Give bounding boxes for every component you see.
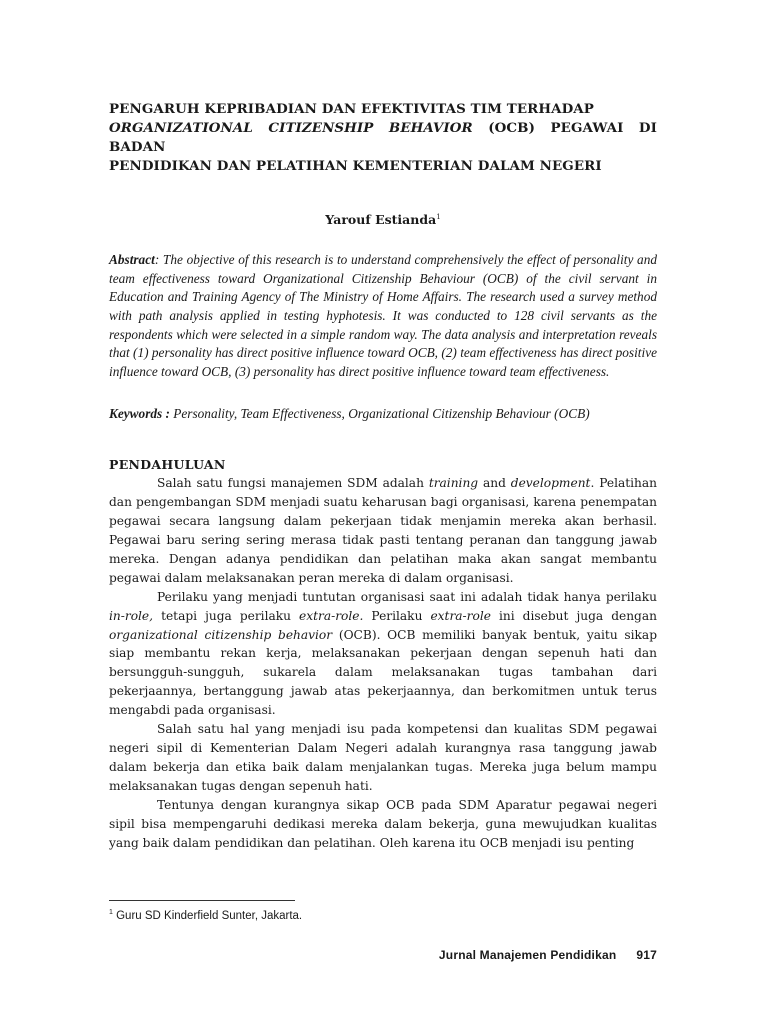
- paragraph-1-italic-development: development: [510, 476, 591, 491]
- paragraph-1-text-e: . Pelatihan dan pengembangan SDM menjadi suatu keharusan bagi organisasi, karena penempatan pegawai secara langsung dalam pekerjaan tidak menjamin mereka akan berhasil. Pegawai baru sering sering merasa tidak pasti tentang peranan dan tanggung jawab mereka. Dengan adanya pendidikan dan pelatihan maka akan sangat membantu pegawai dalam melaksanakan peran mereka di dalam organisasi.: [109, 476, 657, 585]
- paragraph-2-italic-extra-role: extra-role.: [299, 608, 364, 623]
- paragraph-2-text-j: (OCB). OCB memiliki banyak bentuk, yaitu sikap siap membantu rekan kerja, melaksanakan pekerjaan dengan sepenuh hati dan bersungguh-sungguh, sukarela dalam melaksanakan tugas tambahan dari pekerjaannya, bertanggung jawab atas pekerjaannya, dan berkomitmen untuk terus mengabdi pada organisasi.: [109, 627, 657, 718]
- paragraph-3: Salah satu hal yang menjadi isu pada kompetensi dan kualitas SDM pegawai negeri sipil di Kementerian Dalam Negeri adalah kurangnya rasa tanggung jawab dalam bekerja dan etika baik dalam menjalankan tugas. Mereka juga belum mampu melaksanakan tugas dengan sepenuh hati.: [109, 722, 657, 793]
- paragraph-2-text-e: Perilaku: [363, 608, 431, 623]
- footnote: [109, 905, 302, 924]
- paper-page: [109, 100, 657, 852]
- paragraph-2-text-a: Perilaku yang menjadi tuntutan organisasi saat ini adalah tidak hanya perilaku: [157, 589, 657, 604]
- footnote-mark: 1: [109, 909, 113, 916]
- paragraph-1-text-a: Salah satu fungsi manajemen SDM adalah: [157, 476, 429, 491]
- keywords-text: Personality, Team Effectiveness, Organizational Citizenship Behaviour (OCB): [169, 406, 590, 422]
- author-footnote-mark: 1: [436, 213, 441, 221]
- title-line-2-italic: ORGANIZATIONAL CITIZENSHIP BEHAVIOR: [109, 120, 473, 136]
- footnote-text: Guru SD Kinderfield Sunter, Jakarta.: [112, 909, 303, 922]
- running-footer: [439, 948, 657, 962]
- paragraph-4: Tentunya dengan kurangnya sikap OCB pada SDM Aparatur pegawai negeri sipil bisa mempengaruhi dedikasi mereka dalam bekerja, guna mewujudkan kualitas yang baik dalam pendidikan dan pelatihan. Oleh karena itu OCB menjadi isu penting: [109, 797, 657, 850]
- title-line-3: PENDIDIKAN DAN PELATIHAN KEMENTERIAN DALAM NEGERI: [109, 158, 602, 174]
- abstract: [109, 251, 657, 381]
- paragraph-2-italic-in-role: in-role,: [109, 608, 154, 623]
- paragraph-2-italic-extra-role-2: extra-role: [430, 608, 491, 623]
- abstract-label: Abstract: [109, 252, 155, 268]
- paragraph-1: [109, 474, 657, 587]
- paragraph-2: [109, 588, 657, 720]
- paragraph-2-text-c: tetapi juga perilaku: [153, 608, 300, 623]
- paragraph-1-italic-training: training: [428, 476, 479, 491]
- paragraph-1-text-c: and: [478, 476, 511, 491]
- journal-name: Jurnal Manajemen Pendidikan: [438, 948, 617, 962]
- author: [109, 208, 657, 229]
- author-name: Yarouf Estianda: [325, 212, 437, 228]
- paragraph-2-text-g: ini disebut juga dengan: [490, 608, 657, 623]
- abstract-text: : The objective of this research is to understand comprehensively the effect of personality and team effectiveness toward Organizational Citizenship Behaviour (OCB) of the civil servant in Education and Training Agency of The Ministry of Home Affairs. The research used a survey method with path analysis applied in testing hyphotesis. It was conducted to 128 civil servants as the respondents which were selected in a simple random way. The data analysis and interpretation reveals that (1) personality has direct positive influence toward OCB, (2) team effectiveness has direct positive influence toward OCB, (3) personality has direct positive influence toward team effectiveness.: [109, 252, 657, 379]
- keywords-label: Keywords :: [109, 406, 170, 422]
- title-line-2-rest: (OCB) PEGAWAI DI BADAN: [109, 120, 657, 155]
- paragraph-2-italic-ocb: organizational citizenship behavior: [109, 627, 333, 642]
- title-line-1: PENGARUH KEPRIBADIAN DAN EFEKTIVITAS TIM TERHADAP: [109, 101, 594, 117]
- footnote-divider: [109, 900, 295, 901]
- page-number: 917: [636, 948, 657, 962]
- keywords: [109, 405, 657, 423]
- section-title: PENDAHULUAN: [109, 457, 226, 473]
- paper-title: [109, 100, 657, 176]
